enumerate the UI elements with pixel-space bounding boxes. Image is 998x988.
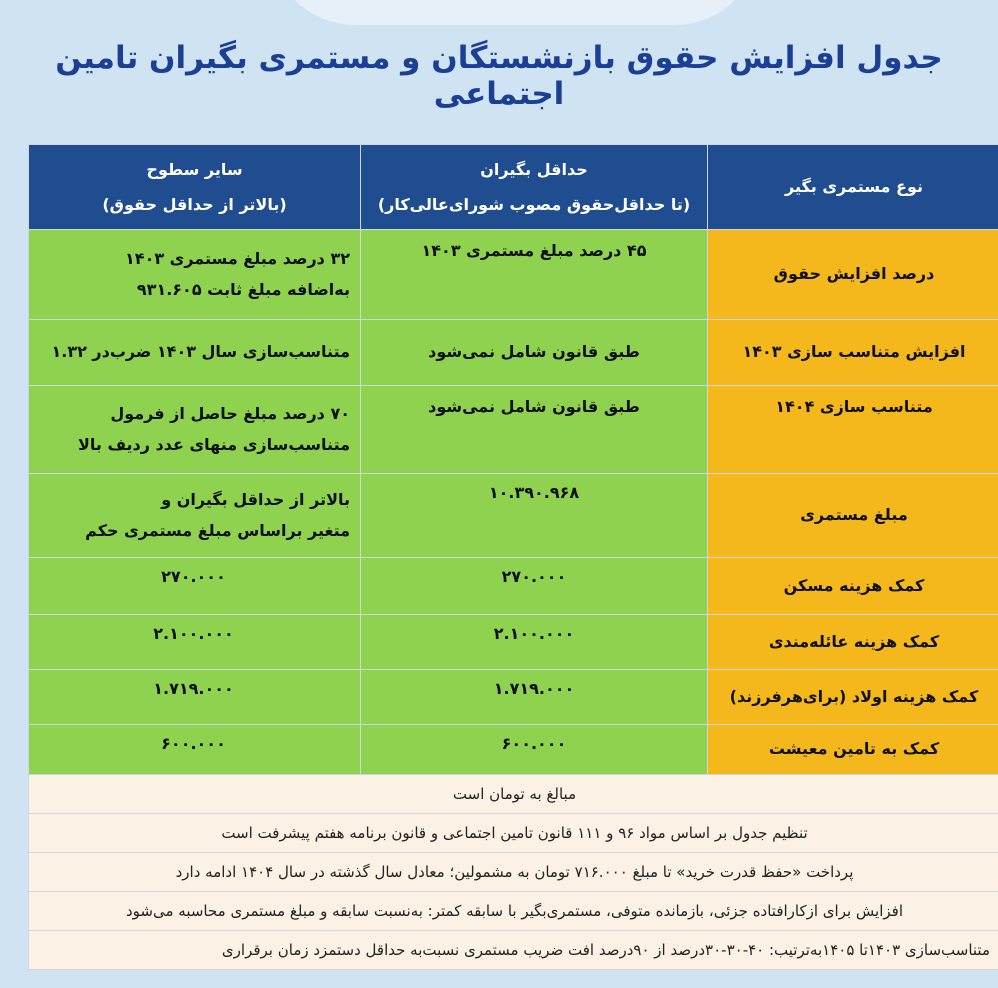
row-min-cell: طبق قانون شامل نمی‌شود <box>361 386 708 474</box>
row-type-cell: کمک هزینه عائله‌مندی <box>708 615 998 670</box>
row-other-cell: بالاتر از حداقل بگیران و متغیر براساس مبلغ مستمری حکم <box>29 474 361 558</box>
row-type-cell: افزایش متناسب سازی ۱۴۰۳ <box>708 320 998 386</box>
table-note-row <box>29 931 998 970</box>
page-title: جدول افزایش حقوق بازنشستگان و مستمری بگیران تامین اجتماعی <box>55 40 943 112</box>
row-other-cell: ۶۰۰.۰۰۰ <box>29 725 361 775</box>
table-note-row <box>29 775 998 814</box>
row-other-cell: ۲.۱۰۰.۰۰۰ <box>29 615 361 670</box>
row-min-cell: ۱۰.۳۹۰.۹۶۸ <box>361 474 708 558</box>
header-other-levels: سایر سطوح (بالاتر از حداقل حقوق) <box>29 145 361 230</box>
row-min-cell: ۶۰۰.۰۰۰ <box>361 725 708 775</box>
pension-increase-table <box>28 144 998 970</box>
table-row <box>29 670 998 725</box>
row-type-cell: کمک هزینه مسکن <box>708 558 998 615</box>
table-row <box>29 474 998 558</box>
note-partial-disability: افزایش برای ازکارافتاده جزئی، بازمانده متوفی، مستمری‌بگیر با سابقه کمتر: به‌نسبت سابقه و مبلغ مستمری محاسبه می‌شود <box>29 892 998 931</box>
row-other-cell: ۷۰ درصد مبلغ حاصل از فرمول متناسب‌سازی منهای عدد ردیف بالا <box>29 386 361 474</box>
row-other-cell: ۲۷۰.۰۰۰ <box>29 558 361 615</box>
header-minimum-earners: حداقل بگیران (تا حداقل‌حقوق مصوب شورای‌عالی‌کار) <box>361 145 708 230</box>
note-adjustment-schedule: متناسب‌سازی ۱۴۰۳تا ۱۴۰۵به‌ترتیب: ۴۰-۳۰-۳۰درصد از ۹۰درصد افت ضریب مستمری نسبت‌به حداقل دستمزد زمان برقراری <box>29 931 998 970</box>
table-row <box>29 615 998 670</box>
table-note-row <box>29 892 998 931</box>
table-note-row <box>29 853 998 892</box>
row-min-cell: ۱.۷۱۹.۰۰۰ <box>361 670 708 725</box>
row-min-cell: ۲.۱۰۰.۰۰۰ <box>361 615 708 670</box>
row-other-cell: متناسب‌سازی سال ۱۴۰۳ ضرب‌در ۱.۳۲ <box>29 320 361 386</box>
row-type-cell: درصد افزایش حقوق <box>708 230 998 320</box>
row-min-cell: ۴۵ درصد مبلغ مستمری ۱۴۰۳ <box>361 230 708 320</box>
row-type-cell: مبلغ مستمری <box>708 474 998 558</box>
table-row <box>29 725 998 775</box>
table-row <box>29 386 998 474</box>
row-min-cell: طبق قانون شامل نمی‌شود <box>361 320 708 386</box>
note-legal-basis: تنظیم جدول بر اساس مواد ۹۶ و ۱۱۱ قانون تامین اجتماعی و قانون برنامه هفتم پیشرفت است <box>29 814 998 853</box>
row-other-cell: ۳۲ درصد مبلغ مستمری ۱۴۰۳ به‌اضافه مبلغ ثابت ۹۳۱.۶۰۵ <box>29 230 361 320</box>
decorative-header-shape <box>270 0 760 25</box>
row-other-cell: ۱.۷۱۹.۰۰۰ <box>29 670 361 725</box>
row-type-cell: متناسب سازی ۱۴۰۴ <box>708 386 998 474</box>
row-type-cell: کمک به تامین معیشت <box>708 725 998 775</box>
row-type-cell: کمک هزینه اولاد (برای‌هرفرزند) <box>708 670 998 725</box>
note-currency: مبالغ به تومان است <box>29 775 998 814</box>
table-row <box>29 320 998 386</box>
note-purchasing-power: پرداخت «حفظ قدرت خرید» تا مبلغ ۷۱۶.۰۰۰ تومان به مشمولین؛ معادل سال گذشته در سال ۱۴۰۴ ادامه دارد <box>29 853 998 892</box>
row-min-cell: ۲۷۰.۰۰۰ <box>361 558 708 615</box>
table-note-row <box>29 814 998 853</box>
table-header-row <box>29 145 998 230</box>
header-type: نوع مستمری بگیر <box>708 145 998 230</box>
table-row <box>29 230 998 320</box>
table-row <box>29 558 998 615</box>
